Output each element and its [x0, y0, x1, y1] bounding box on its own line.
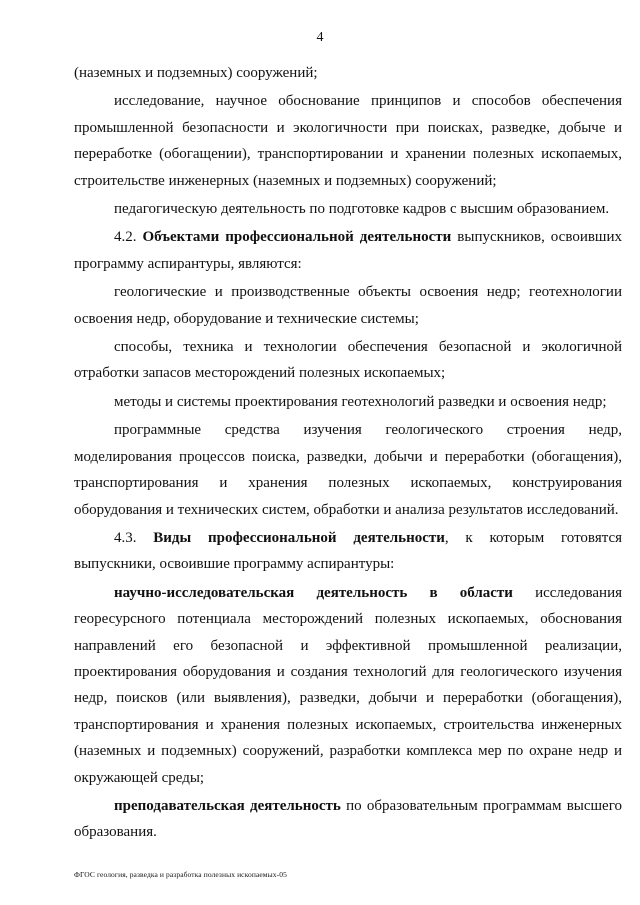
list-item-software: программные средства изучения геологического строения недр, моделирования процессов поиска, разведки, добычи и переработки (обогащения), транспортирования и хранения полезных ископаемых, конструирования оборудования и технических систем, обработки и анализа результатов исследований. — [74, 422, 622, 518]
list-item-teaching-activity — [74, 793, 622, 846]
section-number: 4.3. — [114, 529, 154, 546]
section-number: 4.2. — [114, 229, 143, 246]
section-heading-bold: Виды профессиональной деятельности — [153, 529, 445, 546]
activity-text: исследования георесурсного потенциала месторождений полезных ископаемых, обоснования направлений его безопасной и эффективной промышленной реализации, проектирования оборудования и создания технологий для геологического изучения недр, поисков (или выявления), разведки, добычи и переработки (обогащения), транспортирования и хранения полезных ископаемых, строительства инженерных (наземных и подземных) сооружений, разработки комплекса мер по охране недр и окружающей среды; — [74, 584, 622, 786]
activity-heading-bold: преподавательская деятельность — [114, 797, 341, 814]
section-4-3 — [74, 525, 622, 578]
list-item-research-activity — [74, 580, 622, 791]
list-item-objects: геологические и производственные объекты освоения недр; геотехнологии освоения недр, оборудование и технические системы; — [74, 284, 622, 327]
section-text: , к которым готовятся выпускники, освоившие программу аспирантуры: — [74, 529, 623, 573]
activity-text: по образовательным программам высшего образования. — [74, 797, 622, 841]
section-text: выпускников, освоивших программу аспирантуры, являются: — [74, 229, 623, 272]
page-number: 4 — [316, 30, 324, 45]
section-4-2 — [74, 224, 622, 277]
page-footer: ФГОС геология, разведка и разработка полезных ископаемых-05 — [74, 870, 287, 879]
paragraph-pedagogical: педагогическую деятельность по подготовке кадров с высшим образованием. — [114, 201, 610, 218]
paragraph-research: исследование, научное обоснование принципов и способов обеспечения промышленной безопасности и экологичности при поисках, разведке, добыче и переработке (обогащении), транспортировании и хранении полезных ископаемых, строительстве инженерных (наземных и подземных) сооружений; — [74, 93, 622, 189]
activity-heading-bold: научно-исследовательская деятельность в области — [114, 584, 513, 601]
paragraph-continuation: (наземных и подземных) сооружений; — [74, 65, 318, 81]
list-item-methods: способы, техника и технологии обеспечения безопасной и экологичной отработки запасов месторождений полезных ископаемых; — [74, 339, 622, 382]
document-body — [74, 60, 622, 846]
section-heading-bold: Объектами профессиональной деятельности — [142, 229, 452, 246]
list-item-design: методы и системы проектирования геотехнологий разведки и освоения недр; — [114, 393, 607, 410]
